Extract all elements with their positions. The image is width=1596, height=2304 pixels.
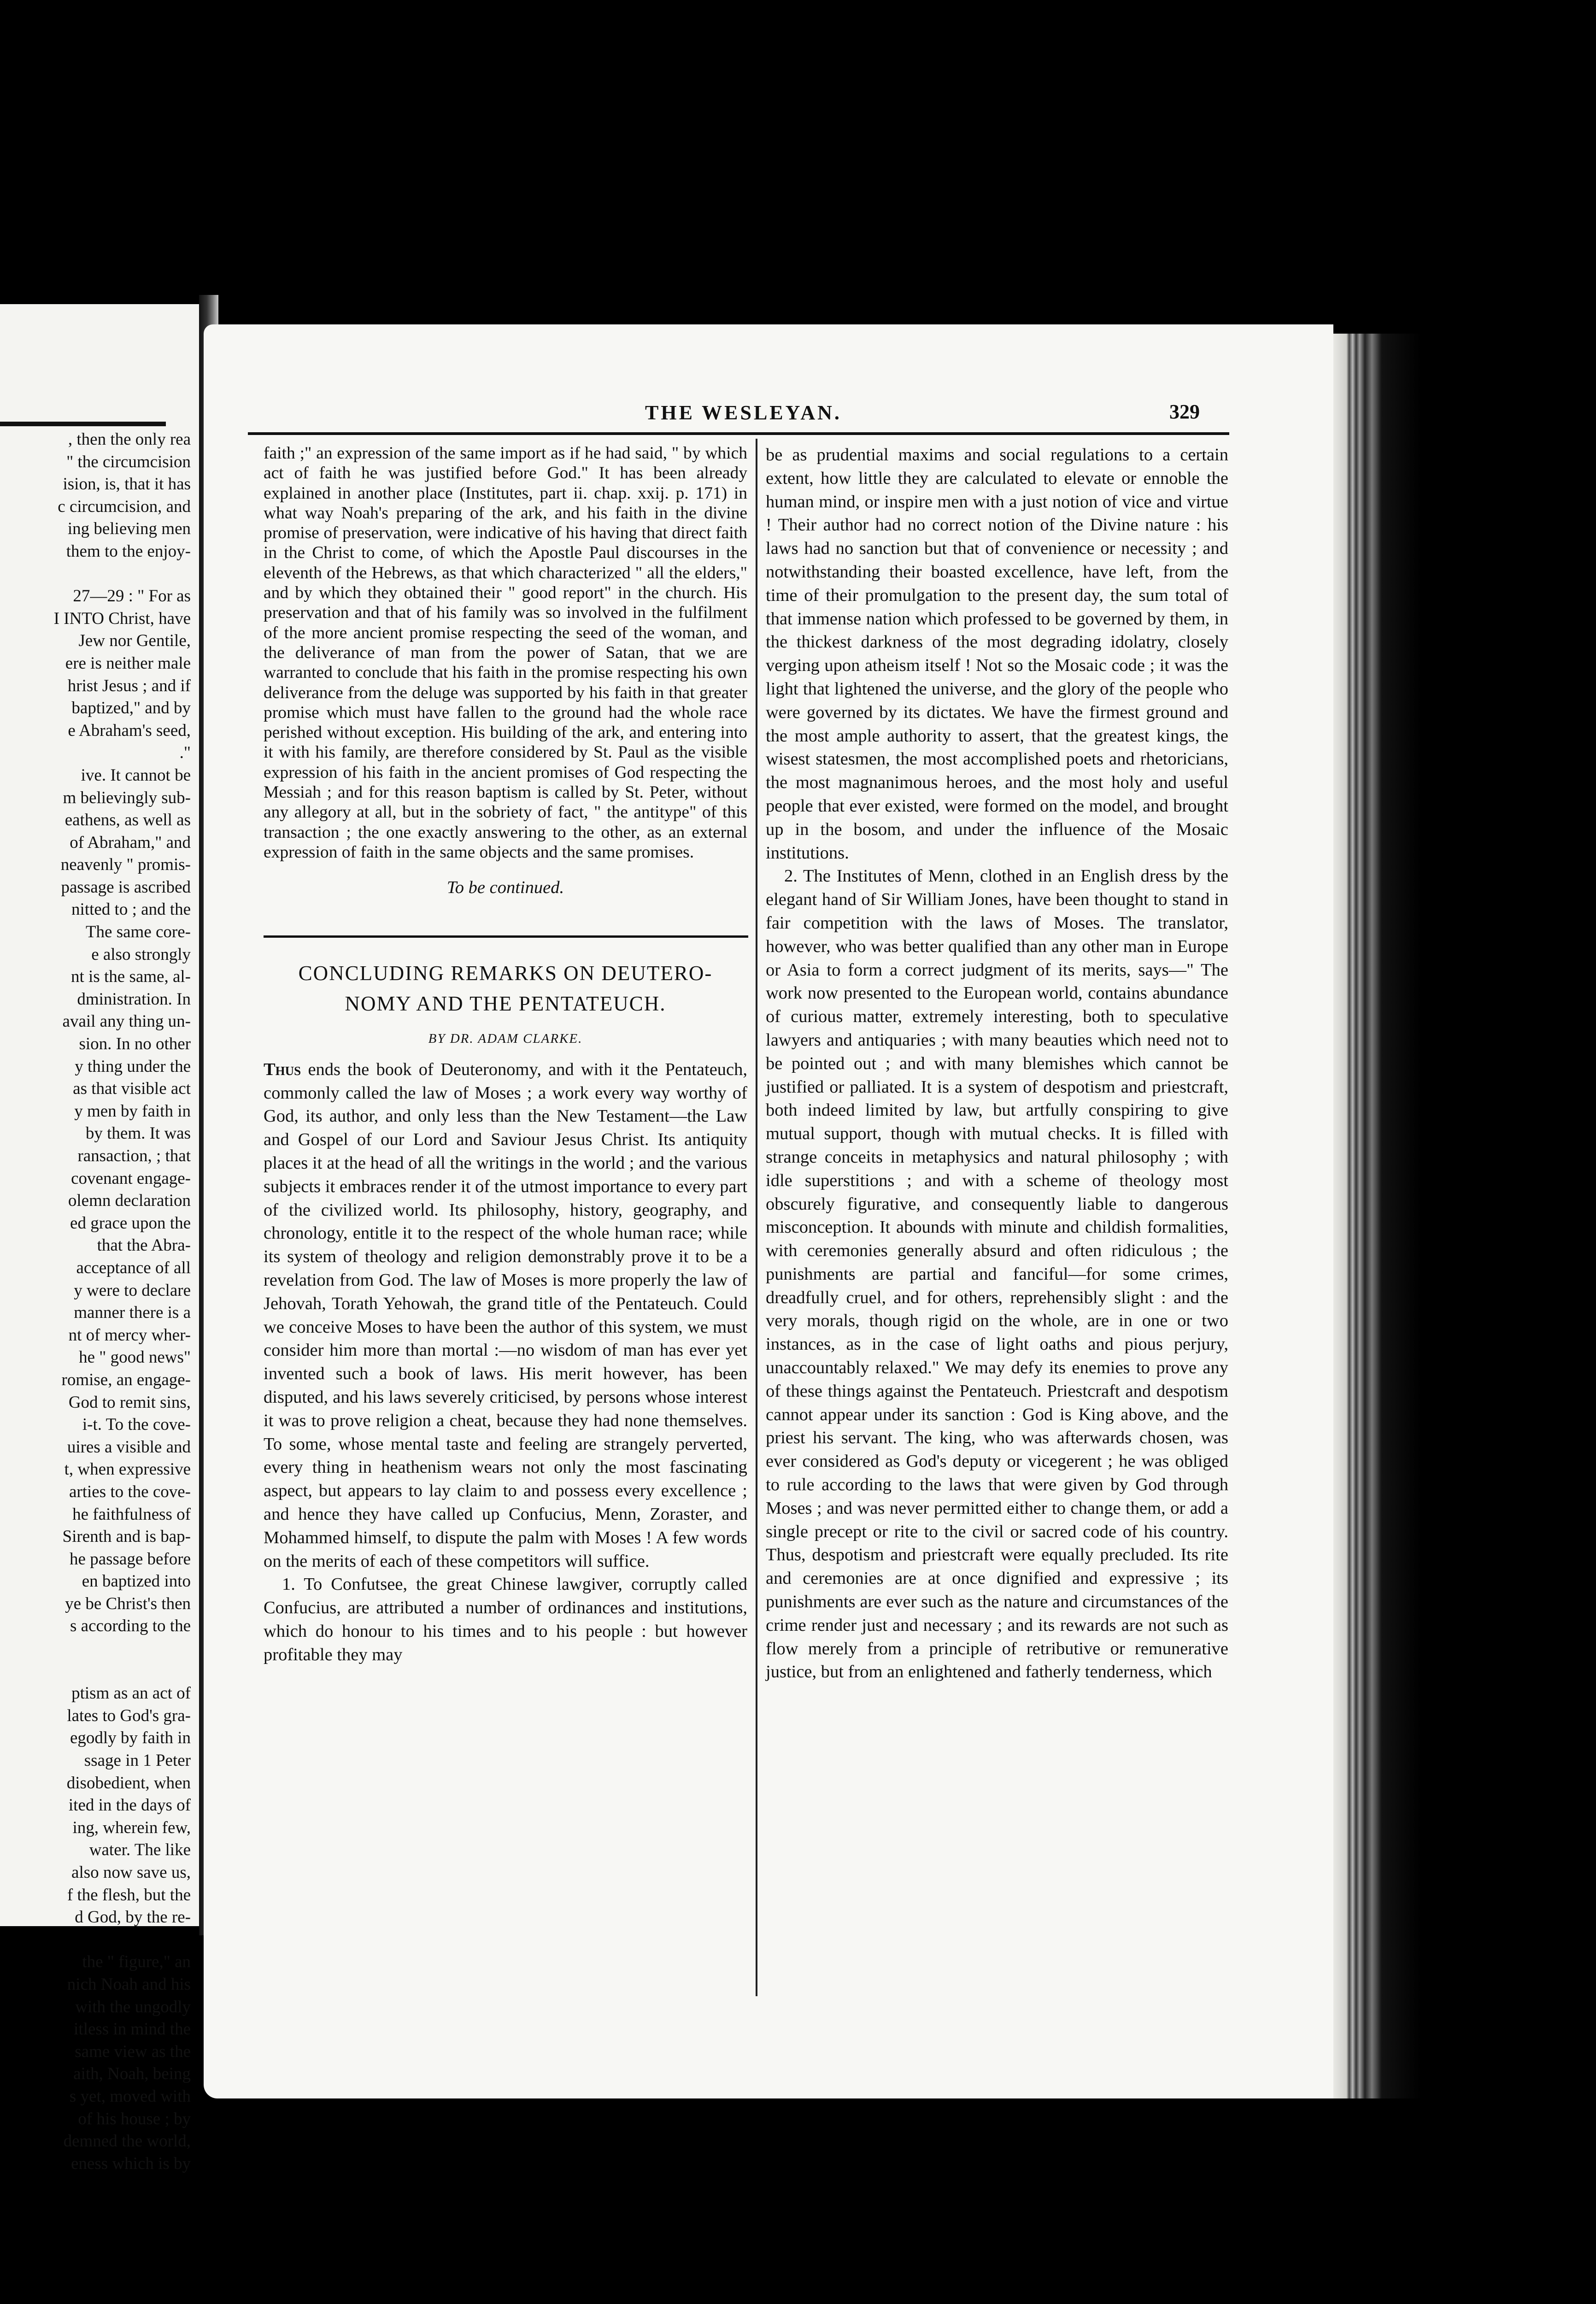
previous-page-line (0, 1638, 191, 1660)
previous-page-line: m believingly sub- (63, 788, 191, 807)
previous-page-line: ptism as an act of (71, 1684, 191, 1703)
previous-page-line: ." (179, 743, 191, 763)
article-title (264, 958, 747, 1019)
previous-page-line: demned the world, (63, 2132, 191, 2151)
column-rule (756, 439, 757, 1996)
previous-page-line: disobedient, when (66, 1773, 191, 1793)
previous-page-line: I INTO Christ, have (53, 609, 191, 628)
previous-page-line: y men by faith in (74, 1101, 191, 1121)
previous-page-line: ransaction, ; that (77, 1146, 191, 1165)
previous-page-line: baptized," and by (71, 699, 191, 718)
previous-page-line: covenant engage- (71, 1169, 191, 1188)
previous-page-line: aith, Noah, being (73, 2064, 191, 2084)
previous-page-line: nitted to ; and the (71, 900, 191, 919)
article-paragraph-1-text: ends the book of Deuteronomy, and with it the Pentateuch, commonly called the law of Moses ; a work every way worthy of God, its author, and only less than the New Testament—the Law and Gospel of our Lord and Saviour Jesus Christ. Its antiquity places it at the head of all the writings in the world ; and the various subjects it embraces render it of the utmost importance to every part of the civilized world. Its philosophy, history, geography, and chronology, entitle it to the respect of the whole human race; while its system of theology and religion demonstrably prove it to be a revelation from God. The law of Moses is more properly the law of Jehovah, Torath Yehowah, the grand title of the Pentateuch. Could we conceive Moses to have been the author of this system, we must consider him more than mortal :—no wisdom of man has ever yet invented such a book of laws. His merit however, has been disputed, and his laws severely criticised, by persons whose interest it was to prove religion a cheat, because they had none themselves. To some, whose mental taste and feeling are strangely perverted, every thing in heathenism wears not only the most fascinating aspect, but appears to lay claim to and possess every excellence ; and hence they have called up Confucius, Menn, Zoraster, and Mohammed himself, to dispute the palm with Moses ! A few words on the merits of each of these competitors will suffice. (264, 1059, 747, 1571)
previous-page-line: also now save us, (71, 1863, 191, 1882)
previous-page-line: ing, wherein few, (72, 1818, 191, 1837)
previous-page-line: s yet, moved with (69, 2087, 191, 2106)
previous-page-line (0, 1929, 191, 1951)
previous-page-line: arties to the cove- (69, 1482, 191, 1501)
previous-page-line: acceptance of all (76, 1258, 191, 1277)
previous-page-line: f the flesh, but the (67, 1885, 191, 1904)
previous-page-line: d God, by the re- (75, 1908, 191, 1927)
previous-page-line: dministration. In (77, 989, 191, 1009)
previous-page-line: he faithfulness of (72, 1505, 191, 1524)
previous-page-line: nich Noah and his (67, 1975, 191, 1994)
right-column (766, 443, 1228, 1684)
previous-page-line: the " figure," an (82, 1952, 191, 1972)
previous-page-line: Jew nor Gentile, (78, 631, 191, 651)
previous-page-line: ited in the days of (68, 1796, 191, 1815)
previous-page-line: he " good news" (79, 1348, 191, 1367)
previous-page-line: passage is ascribed (61, 877, 191, 897)
left-column (264, 443, 747, 1667)
lead-word: Thus (264, 1059, 301, 1079)
previous-page-line: The same core- (85, 923, 191, 942)
previous-page-line: e Abraham's seed, (68, 721, 191, 740)
previous-page-line: that the Abra- (97, 1236, 191, 1255)
previous-page-line: eathens, as well as (65, 811, 191, 830)
previous-page-line: lates to God's gra- (67, 1706, 191, 1725)
previous-page-header-rule (0, 422, 166, 426)
previous-page-line: hrist Jesus ; and if (67, 676, 191, 695)
previous-page-line: en baptized into (82, 1572, 191, 1591)
page-stack-edge (1333, 334, 1421, 2098)
previous-page-line (0, 1660, 191, 1683)
to-be-continued: To be continued. (446, 878, 564, 898)
header-rule (248, 432, 1229, 435)
previous-page-line: nt is the same, al- (71, 967, 191, 987)
article-title-line2: NOMY AND THE PENTATEUCH. (345, 992, 666, 1016)
previous-page-line: y were to declare (74, 1281, 191, 1300)
previous-page-line: ssage in 1 Peter (84, 1751, 191, 1770)
right-paragraph-2: 2. The Institutes of Menn, clothed in an English dress by the elegant hand of Sir William Jones, have been thought to stand in fair competition with the laws of Moses. The translator, however, who was better qualified than any other man in Europe or Asia to form a correct judgment of its merits, says—" The work now presented to the European world, contains abundance of curious matter, extremely interesting, both to speculative lawyers and antiquaries ; with many beauties which need not to be pointed out ; and with many blemishes which cannot be justified or palliated. It is a system of despotism and priestcraft, both indeed limited by law, but artfully conspiring to give mutual support, though with mutual checks. It is filled with strange conceits in metaphysics and natural philosophy ; with idle superstitions ; and with a scheme of theology most obscurely figurative, and consequently liable to dangerous misconception. It abounds with minute and childish formalities, with ceremonies generally absurd and often ridiculous ; the punishments are partial and fanciful—for some crimes, dreadfully cruel, and for others, reprehensibly slight : and the very morals, though rigid on the whole, are in one or two instances, as in the case of light oaths and pious perjury, unaccountably relaxed." We may defy its enemies to prove any of these things against the Pentateuch. Priestcraft and despotism cannot appear under its sanction : God is King above, and the priest his servant. The king, who was afterwards chosen, was ever considered as God's deputy or vicegerent ; he was obliged to rule according to the laws that were given by God through Moses ; and was never permitted either to change them, or add a single precept or rite to the civil or sacred code of his country. Thus, despotism and priestcraft were equally precluded. Its rite and ceremonies are at once dignified and expressive ; its punishments are ever such as the nature and circumstances of the crime render just and necessary ; and its rewards are not such as flow merely from a principle of retributive or remunerative justice, but from an enlightened and fatherly tenderness, which (766, 866, 1228, 1682)
previous-page-line: Sirenth and is bap- (62, 1527, 191, 1546)
previous-page-line: sion. In no other (79, 1034, 191, 1054)
right-paragraph-1: be as prudential maxims and social regulations to a certain extent, how little they are calculated to elevate or ennoble the human mind, or inspire men with a just notion of vice and virtue ! Their author had no correct notion of the Divine nature : his laws had no sanction but that of convenience or necessity ; and notwithstanding their boasted excellence, have left, from the time of their promulgation to the present day, the sum total of that immense nation which professed to be governed by them, in the thickest darkness of the most degrading idolatry, closely verging upon atheism itself ! Not so the Mosaic code ; it was the light that lightened the universe, and the glory of the people who were governed by its dictates. We have the firmest ground and the most ample authority to assert, that the greatest kings, the wisest statesmen, the most accomplished poets and rhetoricians, the most magnanimous heroes, and the most holy and useful people that ever existed, were formed on the model, and brought up in the bosom, and under the influence of the Mosaic institutions. (766, 445, 1228, 863)
previous-page-line: , then the only rea (68, 430, 191, 449)
article-separator (264, 935, 748, 938)
previous-page-line: water. The like (89, 1840, 191, 1860)
previous-page-line: " the circumcision (66, 452, 191, 471)
previous-page-line: eness which is by (71, 2154, 191, 2173)
previous-page-line: romise, an engage- (61, 1370, 191, 1389)
article-paragraph-1 (264, 1058, 747, 1573)
previous-page-line: neavenly " promis- (60, 855, 191, 875)
previous-page-line: nt of mercy wher- (68, 1325, 191, 1345)
previous-page-line: ive. It cannot be (81, 765, 191, 785)
previous-page-line (0, 563, 191, 586)
previous-page-line: t, when expressive (64, 1460, 191, 1479)
previous-page-line: ye be Christ's then (65, 1594, 191, 1613)
previous-page-line: as that visible act (73, 1079, 191, 1099)
previous-page-line: avail any thing un- (62, 1012, 191, 1031)
running-header-title: THE WESLEYAN. (645, 401, 842, 424)
previous-page-line: ision, is, that it has (63, 475, 191, 494)
previous-page-line: manner there is a (74, 1303, 191, 1322)
page-number: 329 (1169, 400, 1200, 423)
previous-page-text (0, 429, 191, 2175)
previous-page-line: 27—29 : " For as (73, 587, 191, 606)
article-paragraph-2: 1. To Confutsee, the great Chinese lawgiver, corruptly called Confucius, are attributed a number of ordinances and institutions, which do honour to his times and to his people : but however profitable they may (264, 1575, 747, 1664)
previous-page-line: egodly by faith in (70, 1728, 191, 1748)
previous-page-line: ed grace upon the (70, 1213, 191, 1233)
previous-page-line: olemn declaration (68, 1191, 191, 1211)
previous-page-line: of his house ; by (78, 2109, 191, 2128)
previous-page-line: same view as the (75, 2042, 191, 2061)
previous-page-line: uires a visible and (67, 1437, 191, 1457)
byline: BY DR. ADAM CLARKE. (428, 1031, 583, 1046)
previous-page-line: itless in mind the (74, 2020, 191, 2039)
previous-page-line: by them. It was (85, 1124, 191, 1143)
previous-page-line: ing believing men (67, 519, 191, 539)
previous-page-line: of Abraham," and (70, 833, 191, 852)
continuation-paragraph: faith ;" an expression of the same import as if he had said, " by which act of faith he was justified before God." It has been already explained in another place (Institutes, part ii. chap. xxij. p. 171) in what way Noah's preparing of the ark, and his faith in the divine promise of preservation, were indicative of his having that direct faith in the Christ to come, of which the Apostle Paul discourses in the eleventh of the Hebrews, as that which characterized " all the elders," and by which they obtained their " good report" in the church. His preservation and that of his family was so involved in the fulfilment of the more ancient promise respecting the seed of the woman, and the deliverance of man from the power of Satan, that we are warranted to conclude that his faith in the promise respecting his own deliverance from the deluge was supported by his faith in that greater promise which must have fallen to the ground had the whole race perished without exception. His building of the ark, and entering into it with his family, are therefore considered by St. Paul as the visible expression of his faith in the ancient promises of God respecting the Messiah ; and for this reason baptism is called by St. Peter, without any allegory at all, but in the sobriety of fact, " the antitype" of this transaction ; the one exactly answering to the other, as an external expression of faith in the same objects and the same promises. (264, 444, 747, 862)
previous-page-line: i-t. To the cove- (82, 1415, 191, 1434)
article-title-line1: CONCLUDING REMARKS ON DEUTERO- (298, 962, 713, 985)
previous-page-line: he passage before (70, 1549, 191, 1569)
previous-page-line: them to the enjoy- (66, 541, 191, 561)
previous-page-line: e also strongly (91, 945, 191, 964)
previous-page-line: y thing under the (75, 1057, 191, 1076)
previous-page-line: s according to the (70, 1616, 191, 1636)
previous-page-fragment (0, 304, 199, 2173)
previous-page-line: with the ungodly (75, 1997, 191, 2016)
previous-page-line: God to remit sins, (68, 1393, 191, 1412)
previous-page-line: c circumcision, and (58, 497, 191, 516)
previous-page-line: ere is neither male (65, 653, 191, 673)
